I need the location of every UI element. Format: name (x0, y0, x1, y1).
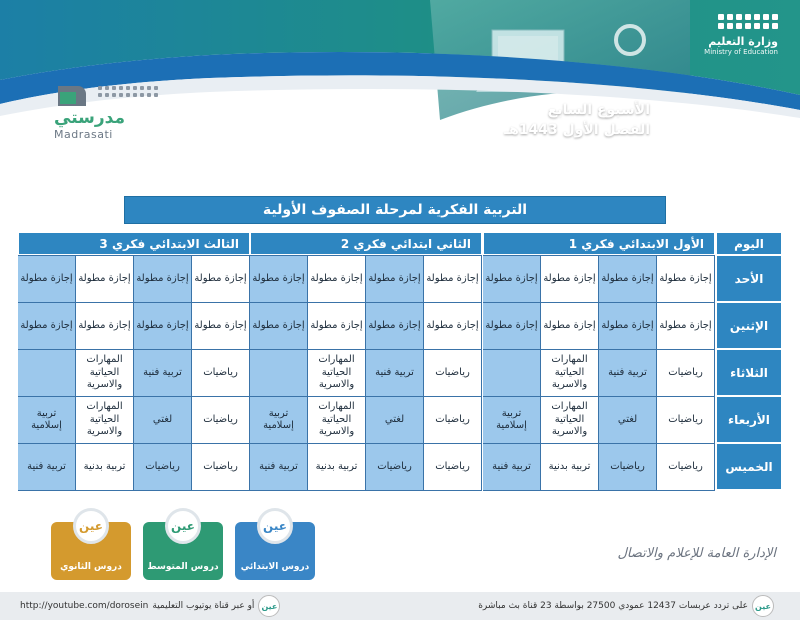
timetable-cell: رياضيات (192, 350, 250, 397)
timetable-cell: المهارات الحياتية والاسرية (541, 350, 599, 397)
schedule-title: التربية الفكرية لمرحلة الصفوف الأولية (124, 196, 666, 224)
day-monday: الإثنين (716, 302, 782, 349)
timetable-cell: رياضيات (657, 444, 715, 491)
footer-youtube (20, 595, 280, 617)
channel-intermediate-button[interactable] (143, 519, 223, 580)
day-column (716, 232, 782, 490)
timetable-cell: إجازة مطولة (424, 256, 482, 303)
grade-3-table (18, 232, 250, 491)
timetable-cell: إجازة مطولة (134, 303, 192, 350)
week-number: الأسبوع السابع (547, 102, 650, 118)
timetable-cell: إجازة مطولة (599, 256, 657, 303)
timetable-cell: إجازة مطولة (308, 303, 366, 350)
ein-logo-icon: عين (73, 508, 109, 544)
timetable-cell: رياضيات (657, 397, 715, 444)
ministry-logo (658, 14, 778, 57)
timetable-cell: تربية فنية (18, 444, 76, 491)
timetable-cell: المهارات الحياتية والاسرية (76, 397, 134, 444)
timetable-cell: تربية إسلامية (18, 397, 76, 444)
timetable-cell: إجازة مطولة (599, 303, 657, 350)
grade-1-grid (483, 255, 715, 491)
timetable-cell: تربية فنية (483, 444, 541, 491)
timetable-cell (250, 350, 308, 397)
timetable-cell: رياضيات (424, 444, 482, 491)
timetable-cell: رياضيات (192, 397, 250, 444)
timetable-cell: رياضيات (424, 397, 482, 444)
grade-3-grid (18, 255, 250, 491)
timetable-cell: تربية فنية (599, 350, 657, 397)
ministry-dots-icon (658, 14, 778, 29)
timetable-cell (483, 350, 541, 397)
timetable-cell: المهارات الحياتية والاسرية (76, 350, 134, 397)
timetable-cell: إجازة مطولة (657, 303, 715, 350)
semester-label: الفصل الأول 1443هـ (504, 122, 650, 139)
timetable-cell: تربية بدنية (76, 444, 134, 491)
madrasati-mark-icon (56, 82, 92, 110)
timetable-cell: إجازة مطولة (483, 256, 541, 303)
channel-secondary-label: دروس الثانوي (60, 562, 122, 572)
timetable-cell: لغتي (134, 397, 192, 444)
week-label (490, 100, 650, 141)
grade-1-header: الأول الابتدائي فكري 1 (483, 232, 715, 255)
grade-3-header: الثالث الابتدائي فكري 3 (18, 232, 250, 255)
ein-logo-icon: عين (752, 595, 774, 617)
timetable-cell: رياضيات (599, 444, 657, 491)
timetable-cell: إجازة مطولة (134, 256, 192, 303)
satellite-text: على تردد عربسات 12437 عمودي 27500 بواسطة 23 قناة بث مباشرة (478, 601, 748, 611)
youtube-link[interactable]: http://youtube.com/dorosein (20, 601, 149, 611)
timetable-cell: تربية إسلامية (483, 397, 541, 444)
timetable-cell: إجازة مطولة (192, 256, 250, 303)
timetable-cell: إجازة مطولة (192, 303, 250, 350)
timetable-cell: تربية إسلامية (250, 397, 308, 444)
timetable-cell: المهارات الحياتية والاسرية (308, 397, 366, 444)
ein-logo-icon: عين (165, 508, 201, 544)
grade-1-table (483, 232, 715, 491)
timetable-cell: إجازة مطولة (541, 303, 599, 350)
timetable-cell: تربية بدنية (541, 444, 599, 491)
timetable-cell: إجازة مطولة (366, 256, 424, 303)
timetable-cell: تربية فنية (134, 350, 192, 397)
timetable-cell: إجازة مطولة (76, 256, 134, 303)
timetable-cell: إجازة مطولة (250, 256, 308, 303)
day-header: اليوم (716, 232, 782, 255)
channel-intermediate-label: دروس المتوسط (147, 562, 219, 572)
timetable-cell: إجازة مطولة (424, 303, 482, 350)
madrasati-dots-icon (98, 86, 158, 97)
ministry-name-en: Ministry of Education (704, 48, 778, 57)
timetable-cell: إجازة مطولة (366, 303, 424, 350)
timetable-cell: رياضيات (366, 444, 424, 491)
timetable-cell: المهارات الحياتية والاسرية (308, 350, 366, 397)
timetable-cell: رياضيات (134, 444, 192, 491)
timetable-cell: رياضيات (657, 350, 715, 397)
timetable-cell: إجازة مطولة (657, 256, 715, 303)
admin-logo: الإدارة العامة للإعلام والاتصال (617, 546, 776, 561)
youtube-text: أو عبر قناة يوتيوب التعليمية (152, 601, 255, 611)
timetable-cell: إجازة مطولة (250, 303, 308, 350)
day-wednesday: الأربعاء (716, 396, 782, 443)
timetable-cell: تربية فنية (366, 350, 424, 397)
timetable-cell: تربية بدنية (308, 444, 366, 491)
grade-2-grid (250, 255, 482, 491)
header-banner (0, 0, 800, 185)
timetable-cell: إجازة مطولة (76, 303, 134, 350)
madrasati-name-en: Madrasati (54, 128, 113, 141)
timetable-cell: المهارات الحياتية والاسرية (541, 397, 599, 444)
channel-secondary-button[interactable] (51, 519, 131, 580)
day-sunday: الأحد (716, 255, 782, 302)
footer-satellite (478, 595, 774, 617)
timetable-cell: تربية فنية (250, 444, 308, 491)
timetable-cell: إجازة مطولة (308, 256, 366, 303)
timetable-cell: إجازة مطولة (18, 303, 76, 350)
footer (0, 592, 800, 620)
madrasati-name-ar: مدرستي (54, 108, 125, 128)
day-thursday: الخميس (716, 443, 782, 490)
timetable-cell: رياضيات (424, 350, 482, 397)
timetable-cell: لغتي (599, 397, 657, 444)
ein-logo-icon: عين (257, 508, 293, 544)
madrasati-logo (48, 80, 173, 140)
timetable-cell: إجازة مطولة (18, 256, 76, 303)
day-tuesday: الثلاثاء (716, 349, 782, 396)
timetable-cell: لغتي (366, 397, 424, 444)
grade-2-table (250, 232, 482, 491)
ministry-name-ar: وزارة التعليم (708, 35, 778, 48)
timetable-cell: رياضيات (192, 444, 250, 491)
ein-logo-icon: عين (258, 595, 280, 617)
timetable-cell (18, 350, 76, 397)
channel-primary-label: دروس الابتدائي (240, 562, 310, 572)
channel-primary-button[interactable] (235, 519, 315, 580)
grade-2-header: الثاني ابتدائي فكري 2 (250, 232, 482, 255)
timetable-cell: إجازة مطولة (541, 256, 599, 303)
timetable-cell: إجازة مطولة (483, 303, 541, 350)
